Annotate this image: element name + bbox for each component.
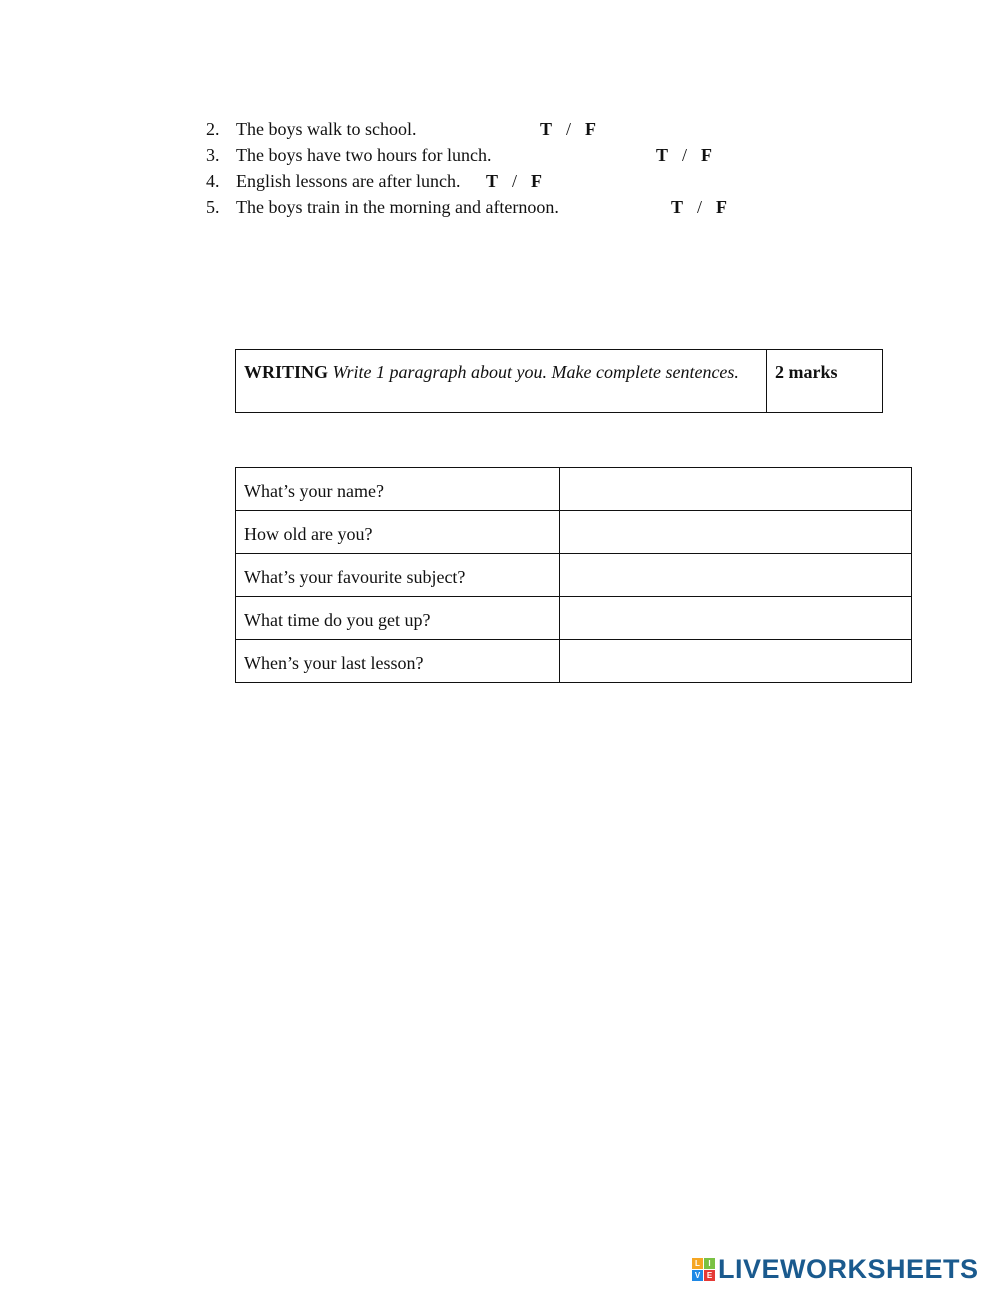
logo-tile-e: E bbox=[704, 1270, 715, 1281]
answer-cell bbox=[560, 597, 912, 640]
answer-input-subject[interactable] bbox=[568, 558, 907, 592]
tf-choice bbox=[656, 144, 712, 166]
logo-tile-l: L bbox=[692, 1258, 703, 1269]
question-cell: When’s your last lesson? bbox=[236, 640, 560, 683]
tf-separator: / bbox=[697, 197, 703, 217]
tf-choice bbox=[671, 196, 727, 218]
answer-input-wakeup[interactable] bbox=[568, 601, 907, 635]
answer-cell bbox=[560, 511, 912, 554]
true-option[interactable]: T bbox=[540, 119, 553, 139]
true-option[interactable]: T bbox=[656, 145, 669, 165]
writing-marks: 2 marks bbox=[775, 362, 838, 382]
answer-input-age[interactable] bbox=[568, 515, 907, 549]
tf-item-statement: English lessons are after lunch. bbox=[236, 171, 461, 191]
question-cell: How old are you? bbox=[236, 511, 560, 554]
logo-tile-i: I bbox=[704, 1258, 715, 1269]
tf-item-number: 4. bbox=[206, 171, 220, 191]
answer-input-last-lesson[interactable] bbox=[568, 644, 907, 678]
true-option[interactable]: T bbox=[671, 197, 684, 217]
question-table bbox=[235, 467, 912, 683]
liveworksheets-logo bbox=[692, 1254, 979, 1284]
logo-text: LIVEWORKSHEETS bbox=[718, 1254, 979, 1284]
true-option[interactable]: T bbox=[486, 171, 499, 191]
answer-cell bbox=[560, 554, 912, 597]
tf-choice bbox=[486, 170, 542, 192]
answer-cell bbox=[560, 468, 912, 511]
false-option[interactable]: F bbox=[716, 197, 728, 217]
tf-item-statement: The boys train in the morning and afternoon. bbox=[236, 197, 559, 217]
tf-choice bbox=[540, 118, 596, 140]
false-option[interactable]: F bbox=[585, 119, 597, 139]
question-cell: What time do you get up? bbox=[236, 597, 560, 640]
table-row bbox=[236, 597, 912, 640]
tf-separator: / bbox=[512, 171, 518, 191]
writing-title: WRITING bbox=[244, 362, 329, 382]
false-option[interactable]: F bbox=[531, 171, 543, 191]
logo-mark-icon bbox=[692, 1258, 715, 1281]
table-row bbox=[236, 640, 912, 683]
tf-item-number: 5. bbox=[206, 197, 220, 217]
writing-header-box bbox=[235, 349, 883, 413]
tf-item-number: 3. bbox=[206, 145, 220, 165]
writing-marks-cell bbox=[767, 350, 882, 412]
answer-input-name[interactable] bbox=[568, 472, 907, 506]
table-row bbox=[236, 554, 912, 597]
tf-separator: / bbox=[682, 145, 688, 165]
question-cell: What’s your favourite subject? bbox=[236, 554, 560, 597]
tf-item-statement: The boys walk to school. bbox=[236, 119, 417, 139]
writing-instruction-cell bbox=[236, 350, 767, 412]
writing-instruction: Write 1 paragraph about you. Make complete sentences. bbox=[332, 362, 739, 382]
question-cell: What’s your name? bbox=[236, 468, 560, 511]
table-row bbox=[236, 468, 912, 511]
logo-tile-v: V bbox=[692, 1270, 703, 1281]
table-row bbox=[236, 511, 912, 554]
tf-separator: / bbox=[566, 119, 572, 139]
tf-item-number: 2. bbox=[206, 119, 220, 139]
answer-cell bbox=[560, 640, 912, 683]
tf-item-statement: The boys have two hours for lunch. bbox=[236, 145, 492, 165]
false-option[interactable]: F bbox=[701, 145, 713, 165]
